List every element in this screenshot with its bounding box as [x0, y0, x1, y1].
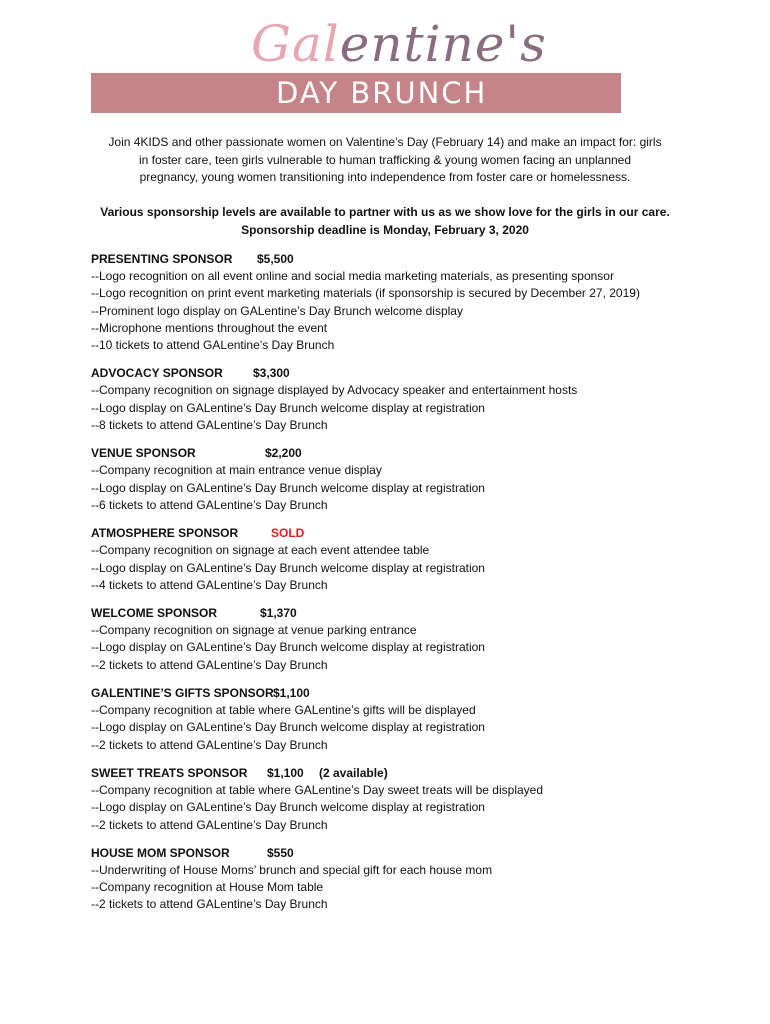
sponsor-block — [91, 604, 731, 674]
sponsor-benefit-item: --Logo display on GALentine’s Day Brunch welcome display at registration — [91, 480, 485, 495]
sponsor-price: $1,100 — [273, 686, 310, 701]
sponsor-heading — [91, 250, 731, 268]
sponsor-block — [91, 844, 731, 914]
sponsor-benefit-item: --Microphone mentions throughout the event — [91, 320, 328, 335]
sponsor-benefit-item: --Prominent logo display on GALentine’s Day Brunch welcome display — [91, 303, 463, 318]
sponsor-benefit-item: --Logo recognition on print event marketing materials (if sponsorship is secured by December 27, 2019) — [91, 286, 640, 301]
sponsor-name: PRESENTING SPONSOR — [91, 252, 233, 266]
sponsor-name: VENUE SPONSOR — [91, 446, 196, 461]
sponsor-name: WELCOME SPONSOR — [91, 606, 218, 621]
intro-line: Join 4KIDS and other passionate women on Valentine’s Day (February 14) and make an impact for: girls — [108, 135, 662, 149]
intro-paragraph — [80, 134, 690, 187]
sponsor-price: $2,200 — [265, 446, 302, 461]
galentines-logo — [91, 14, 621, 114]
sponsor-heading — [91, 684, 731, 702]
sponsor-benefit-item: --Company recognition at table where GALentine’s Day sweet treats will be displayed — [91, 782, 544, 797]
sponsor-benefit-item: --Logo display on GALentine’s Day Brunch welcome display at registration — [91, 560, 485, 575]
sponsor-price: $1,100 — [267, 765, 304, 780]
sponsor-benefit-item: --2 tickets to attend GALentine’s Day Brunch — [91, 897, 328, 912]
sponsor-benefit-item: --2 tickets to attend GALentine’s Day Brunch — [91, 817, 328, 832]
sponsor-benefit-item: --2 tickets to attend GALentine’s Day Brunch — [91, 657, 328, 672]
sponsor-name: ADVOCACY SPONSOR — [91, 366, 223, 381]
sponsor-price: $550 — [267, 845, 294, 860]
sponsor-block — [91, 764, 731, 834]
sponsor-benefit-item: --Company recognition on signage at each event attendee table — [91, 543, 430, 558]
logo-banner-text: DAY BRUNCH — [276, 76, 488, 110]
sponsor-name: SWEET TREATS SPONSOR — [91, 765, 248, 780]
deadline-line: Sponsorship deadline is Monday, February 3, 2020 — [241, 222, 529, 237]
sponsor-heading — [91, 524, 731, 542]
logo-script-title — [251, 14, 547, 74]
sponsor-benefit-item: --Underwriting of House Moms’ brunch and special gift for each house mom — [91, 862, 493, 877]
sponsorship-levels-note — [80, 204, 690, 239]
sponsor-benefit-item: --8 tickets to attend GALentine’s Day Brunch — [91, 418, 328, 433]
sponsor-benefit-item: --10 tickets to attend GALentine’s Day Brunch — [91, 338, 335, 353]
sponsor-heading — [91, 444, 731, 462]
sponsor-benefit-item: --4 tickets to attend GALentine’s Day Brunch — [91, 577, 328, 592]
sponsor-availability-note: (2 available) — [319, 765, 388, 780]
sponsor-benefit-item: --Logo recognition on all event online and social media marketing materials, as presenting sponsor — [91, 269, 614, 283]
sponsor-benefit-item: --2 tickets to attend GALentine’s Day Brunch — [91, 737, 328, 752]
sponsor-name: GALENTINE’S GIFTS SPONSOR — [91, 686, 274, 701]
intro-line: pregnancy, young women transitioning into independence from foster care or homelessness. — [139, 170, 631, 184]
sponsor-price: $3,300 — [253, 366, 290, 381]
sponsor-name: HOUSE MOM SPONSOR — [91, 845, 230, 860]
logo-script-part-a: Gal — [251, 15, 340, 73]
sponsor-benefit-item: --Company recognition at main entrance venue display — [91, 463, 382, 478]
sponsor-heading — [91, 364, 731, 382]
sponsor-benefit-item: --Company recognition at House Mom table — [91, 880, 324, 895]
sponsor-block — [91, 250, 731, 354]
sponsor-price: $1,370 — [260, 606, 297, 621]
sponsor-block — [91, 444, 731, 514]
sponsor-heading — [91, 764, 731, 782]
sponsor-heading — [91, 844, 731, 862]
sponsor-benefit-item: --Logo display on GALentine’s Day Brunch welcome display at registration — [91, 640, 485, 655]
logo-script-part-b: entine's — [339, 15, 547, 73]
sponsor-benefit-item: --Company recognition on signage displayed by Advocacy speaker and entertainment hosts — [91, 383, 578, 398]
sponsor-benefit-item: --Company recognition at table where GALentine’s gifts will be displayed — [91, 703, 476, 718]
sponsor-block — [91, 524, 731, 594]
sponsor-block — [91, 364, 731, 434]
logo-banner — [91, 73, 621, 113]
sponsor-benefit-item: --6 tickets to attend GALentine’s Day Brunch — [91, 497, 328, 512]
sponsor-name: ATMOSPHERE SPONSOR — [91, 526, 239, 541]
sold-label: SOLD — [271, 526, 305, 541]
sponsor-benefit-item: --Logo display on GALentine’s Day Brunch welcome display at registration — [91, 400, 485, 415]
levels-line: Various sponsorship levels are available to partner with us as we show love for the girls in our care. — [100, 205, 670, 219]
sponsor-benefit-item: --Company recognition on signage at venue parking entrance — [91, 623, 417, 638]
sponsor-benefit-item: --Logo display on GALentine’s Day Brunch welcome display at registration — [91, 800, 485, 815]
sponsor-heading — [91, 604, 731, 622]
intro-line: in foster care, teen girls vulnerable to human trafficking & young women facing an unplanned — [138, 152, 632, 167]
sponsor-price: $5,500 — [257, 252, 294, 266]
sponsor-list — [91, 250, 731, 924]
sponsor-block — [91, 684, 731, 754]
sponsor-benefit-item: --Logo display on GALentine’s Day Brunch welcome display at registration — [91, 720, 485, 735]
